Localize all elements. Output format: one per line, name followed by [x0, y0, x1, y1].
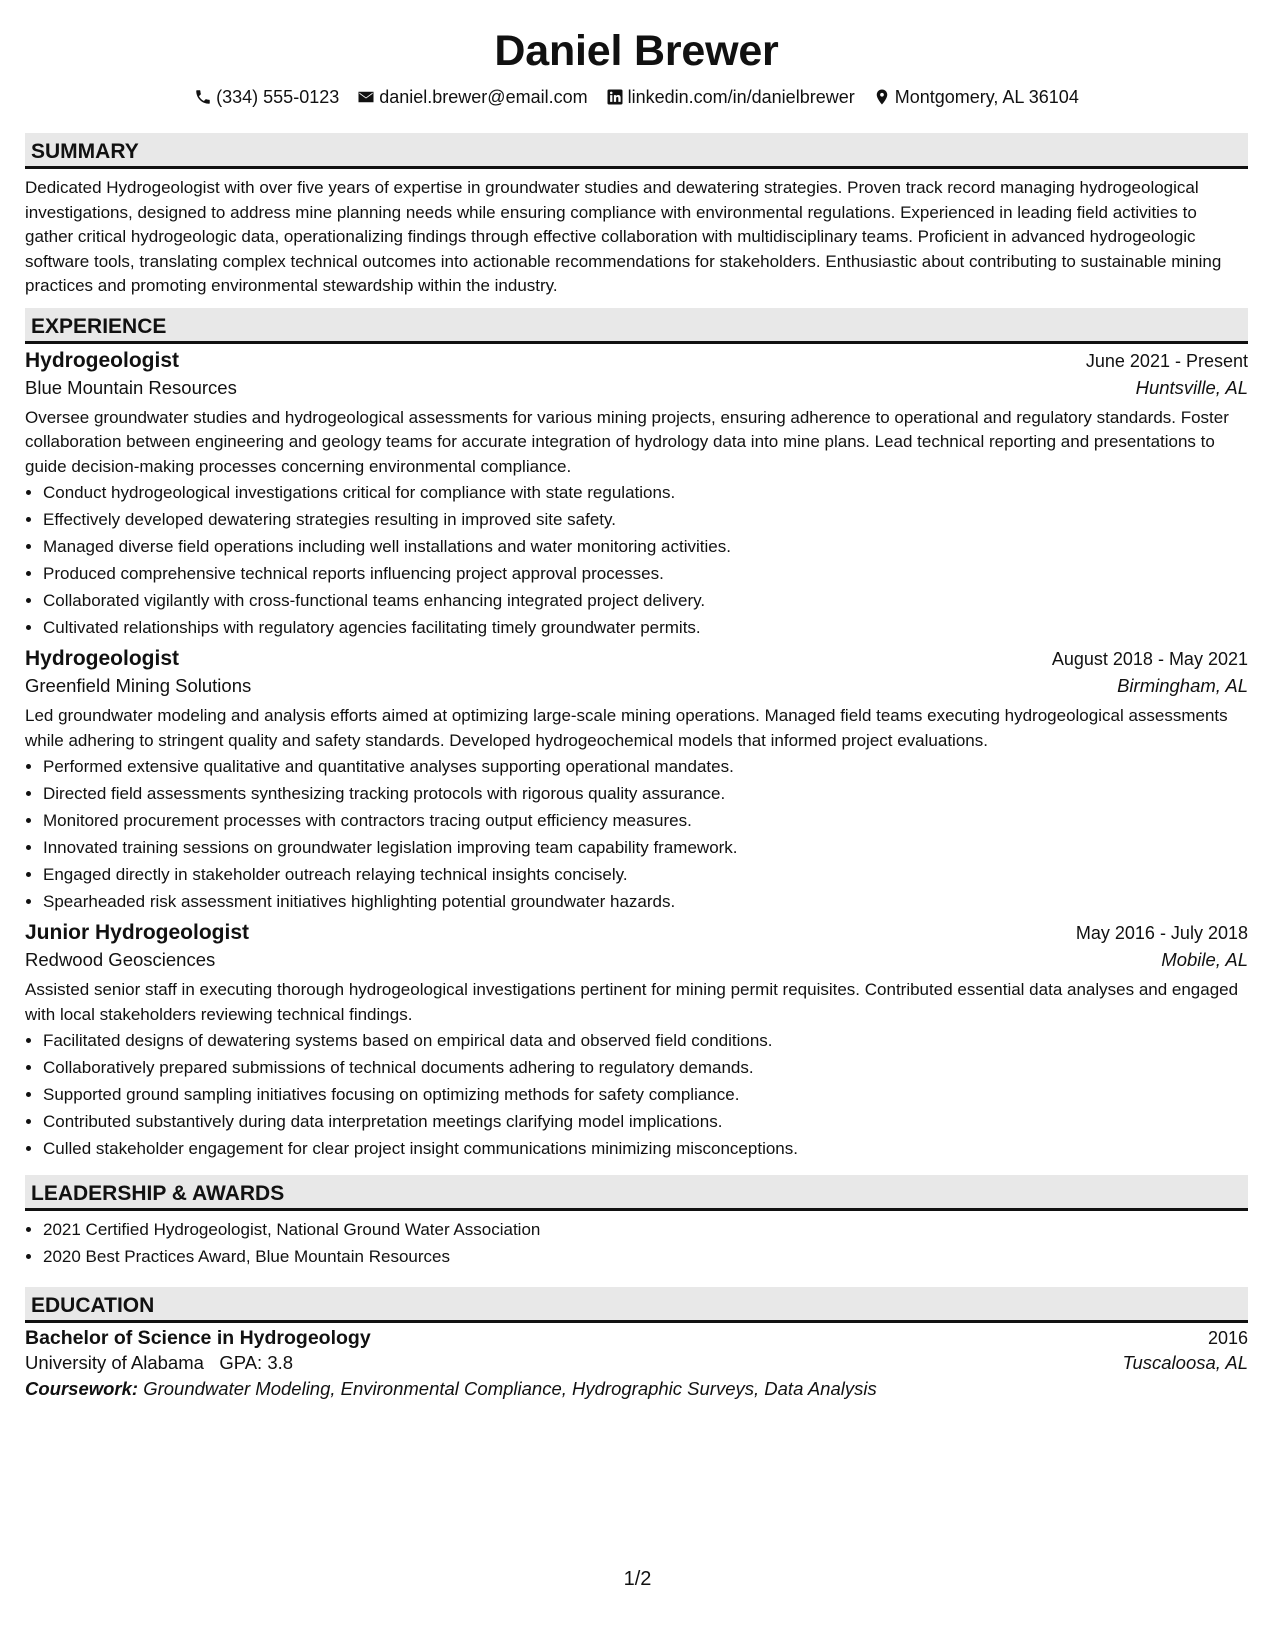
summary-text: Dedicated Hydrogeologist with over five years of expertise in groundwater studies and dewatering strategies. Proven track record managing hydrogeological investigations, designed to address mine planning needs while ensuring compliance with environmental regulations. Experienced in leading field activities to gather critical hydrogeologic data, operationalizing findings through effective collaboration with multidisciplinary teams. Proficient in advanced hydrogeologic software tools, translating complex technical outcomes into actionable recommendations for stakeholders. Enthusiastic about contributing to sustainable mining practices and promoting environmental stewardship within the industry.: [25, 178, 1222, 295]
contact-bar: [25, 84, 1248, 110]
job-description: Led groundwater modeling and analysis efforts aimed at optimizing large-scale mining operations. Managed field teams executing hydrogeological assessments while adhering to stringent quality and safety standards. Developed hydrogeochemical models that informed project evaluations.: [25, 706, 1228, 750]
list-item: • Performed extensive qualitative and quantitative analyses supporting operational mandates.: [43, 753, 1248, 780]
phone-icon: [194, 88, 212, 106]
phone-text: (334) 555-0123: [216, 86, 340, 107]
envelope-icon: [357, 88, 375, 106]
education-heading: EDUCATION: [25, 1287, 1248, 1323]
job-date: June 2021 - Present: [1085, 350, 1248, 371]
job-subheader: [25, 675, 1248, 697]
job-subheader: [25, 949, 1248, 971]
experience-heading: EXPERIENCE: [25, 308, 1248, 344]
job-location: Huntsville, AL: [1135, 376, 1248, 398]
coursework-label: Coursework:: [25, 1378, 139, 1399]
job-description: Oversee groundwater studies and hydrogeological assessments for various mining projects, ensuring adherence to operational and regulatory standards. Foster collaboration between engineering and geology teams for accurate integration of hydrology data into mine plans. Lead technical reporting and presentations to guide decision-making processes concerning environmental compliance.: [25, 407, 1229, 476]
job-date: August 2018 - May 2021: [1051, 649, 1248, 669]
education-entry: [25, 1327, 1248, 1400]
list-item: • Directed field assessments synthesizing tracking protocols with rigorous quality assurance.: [43, 780, 1248, 807]
job-bullets: [25, 1027, 1248, 1162]
list-item: • Collaboratively prepared submissions of technical documents adhering to regulatory demands.: [43, 1054, 1248, 1081]
job-location: Mobile, AL: [1161, 949, 1248, 970]
job-bullets: [25, 479, 1248, 641]
list-item: • Innovated training sessions on groundwater legislation improving team capability framework.: [43, 834, 1248, 861]
job-bullets: [25, 753, 1248, 915]
linkedin-icon: [606, 88, 624, 106]
job-entry: [25, 647, 1248, 915]
candidate-name: Daniel Brewer: [494, 27, 779, 75]
contact-email[interactable]: [357, 87, 587, 108]
job-entry: [25, 921, 1248, 1162]
awards-list: [25, 1216, 1248, 1270]
list-item: • Engaged directly in stakeholder outreach relaying technical insights concisely.: [43, 861, 1248, 888]
job-header: [25, 349, 1248, 373]
list-item: • Monitored procurement processes with contractors tracing output efficiency measures.: [43, 807, 1248, 834]
job-header: [25, 921, 1248, 945]
gpa: GPA: 3.8: [219, 1352, 294, 1373]
list-item: • Contributed substantively during data interpretation meetings clarifying model implications.: [43, 1108, 1248, 1135]
page-number: 1/2: [623, 1568, 652, 1590]
email-link[interactable]: daniel.brewer@email.com: [379, 86, 588, 107]
list-item: • Spearheaded risk assessment initiatives highlighting potential groundwater hazards.: [43, 888, 1248, 915]
contact-linkedin[interactable]: [606, 87, 855, 108]
summary-heading: SUMMARY: [25, 133, 1248, 169]
education-subheader: [25, 1352, 1248, 1374]
list-item: • Collaborated vigilantly with cross-functional teams enhancing integrated project delivery.: [43, 587, 1248, 614]
job-description: Assisted senior staff in executing thorough hydrogeological investigations pertinent for mining permit requisites. Contributed essential data analyses and engaged with local stakeholders reviewing technical findings.: [25, 980, 1239, 1024]
list-item: • Supported ground sampling initiatives focusing on optimizing methods for safety compliance.: [43, 1081, 1248, 1108]
list-item: • Facilitated designs of dewatering systems based on empirical data and observed field conditions.: [43, 1027, 1248, 1054]
company-name: Greenfield Mining Solutions: [25, 675, 252, 696]
contact-phone: [194, 87, 339, 108]
graduation-year: 2016: [1207, 1328, 1248, 1348]
list-item: • Cultivated relationships with regulatory agencies facilitating timely groundwater permits.: [43, 614, 1248, 641]
education-header: [25, 1327, 1248, 1350]
resume-page: [25, 0, 1248, 1400]
map-pin-icon: [873, 88, 891, 106]
list-item: • 2021 Certified Hydrogeologist, National Ground Water Association: [43, 1216, 1248, 1243]
job-title: Junior Hydrogeologist: [25, 921, 250, 944]
linkedin-link[interactable]: linkedin.com/in/danielbrewer: [627, 86, 855, 107]
contact-location: [873, 87, 1079, 108]
coursework-line: [25, 1378, 1248, 1400]
job-location: Birmingham, AL: [1117, 675, 1248, 696]
job-title: Hydrogeologist: [25, 348, 180, 372]
company-name: Blue Mountain Resources: [25, 376, 237, 398]
company-name: Redwood Geosciences: [25, 949, 216, 970]
list-item: • Effectively developed dewatering strategies resulting in improved site safety.: [43, 506, 1248, 533]
leadership-heading: LEADERSHIP & AWARDS: [25, 1175, 1248, 1211]
job-subheader: [25, 377, 1248, 399]
job-title: Hydrogeologist: [25, 647, 180, 670]
list-item: • Conduct hydrogeological investigations critical for compliance with state regulations.: [43, 479, 1248, 506]
school-name: University of Alabama: [25, 1352, 204, 1373]
school-location: Tuscaloosa, AL: [1122, 1352, 1248, 1373]
school-line: [25, 1352, 293, 1374]
job-header: [25, 647, 1248, 671]
list-item: • Produced comprehensive technical reports influencing project approval processes.: [43, 560, 1248, 587]
coursework-text: Groundwater Modeling, Environmental Compliance, Hydrographic Surveys, Data Analysis: [143, 1378, 877, 1399]
degree-title: Bachelor of Science in Hydrogeology: [25, 1327, 371, 1349]
job-entry: [25, 349, 1248, 642]
job-date: May 2016 - July 2018: [1075, 923, 1248, 943]
location-text: Montgomery, AL 36104: [894, 86, 1079, 107]
list-item: • 2020 Best Practices Award, Blue Mountain Resources: [43, 1243, 1248, 1270]
list-item: • Managed diverse field operations including well installations and water monitoring activities.: [43, 533, 1248, 560]
list-item: • Culled stakeholder engagement for clear project insight communications minimizing misconceptions.: [43, 1135, 1248, 1162]
